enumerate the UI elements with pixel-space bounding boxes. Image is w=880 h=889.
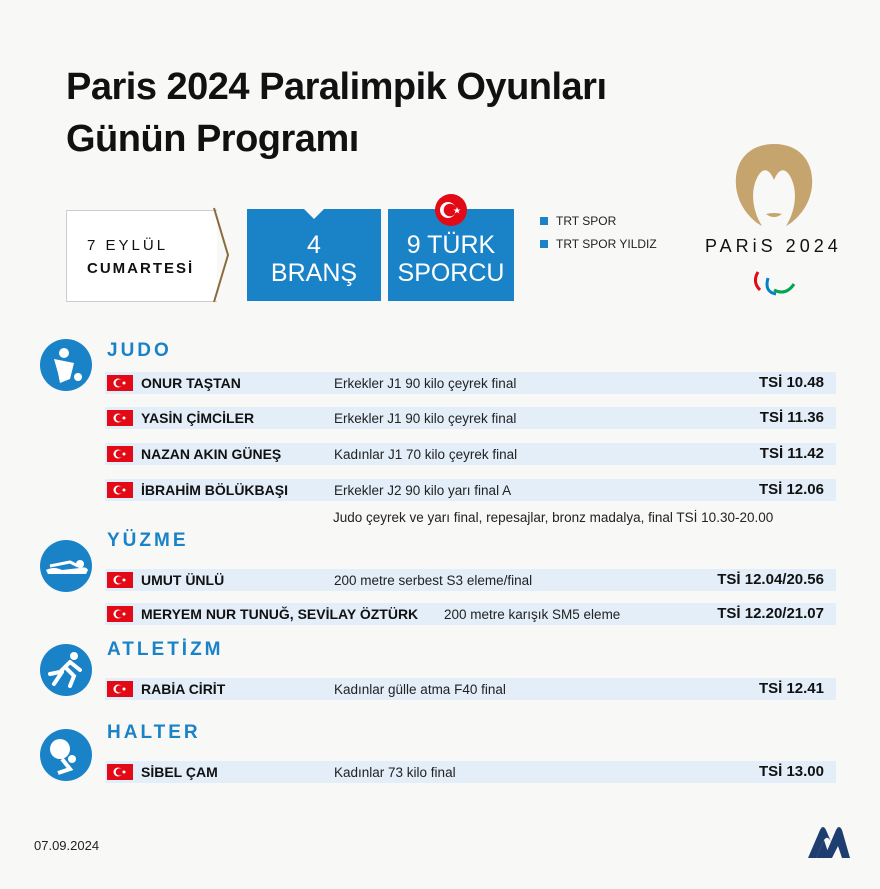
paris-2024-emblem-icon xyxy=(728,140,820,232)
footer-date: 07.09.2024 xyxy=(34,838,100,853)
turkey-flag-icon xyxy=(107,681,133,697)
schedule-row xyxy=(105,761,836,783)
athlete-name: UMUT ÜNLÜ xyxy=(141,572,225,588)
title-line-1: Paris 2024 Paralimpik Oyunları xyxy=(66,66,607,108)
schedule-row xyxy=(105,372,836,394)
event-name: 200 metre karışık SM5 eleme xyxy=(444,607,621,622)
athlete-name: RABİA CİRİT xyxy=(141,681,226,697)
event-name: Erkekler J1 90 kilo çeyrek final xyxy=(334,376,517,391)
bullet-icon xyxy=(540,240,548,248)
branches-label: BRANŞ xyxy=(270,259,358,287)
notch-icon xyxy=(304,209,324,219)
weightlifting-icon xyxy=(40,729,92,781)
schedule-row xyxy=(105,678,836,700)
title-line-2: Günün Programı xyxy=(66,118,359,160)
athlete-name: ONUR TAŞTAN xyxy=(141,375,241,391)
event-name: Erkekler J1 90 kilo çeyrek final xyxy=(334,411,517,426)
schedule-row xyxy=(105,479,836,501)
schedule-row xyxy=(105,603,836,625)
event-time: TSİ 12.20/21.07 xyxy=(717,605,824,622)
schedule-row xyxy=(105,569,836,591)
branches-num: 4 xyxy=(307,231,321,259)
event-name: Kadınlar 73 kilo final xyxy=(334,765,456,780)
event-time: TSİ 12.41 xyxy=(758,680,824,697)
paralympic-agitos-icon xyxy=(750,266,800,300)
date-box xyxy=(66,210,217,302)
athletics-icon xyxy=(40,644,92,696)
anadolu-agency-logo-icon xyxy=(806,824,850,860)
event-name: 200 metre serbest S3 eleme/final xyxy=(334,573,533,588)
event-time: TSİ 13.00 xyxy=(758,763,824,780)
section-title: JUDO xyxy=(107,340,172,361)
swimming-icon xyxy=(40,540,92,592)
date-day: 7 EYLÜL xyxy=(87,237,169,254)
section-title: YÜZME xyxy=(107,530,189,551)
turkey-flag-icon xyxy=(107,410,133,426)
branches-box xyxy=(247,209,381,301)
turkey-flag-icon xyxy=(107,375,133,391)
athlete-name: İBRAHİM BÖLÜKBAŞI xyxy=(141,482,288,498)
athlete-name: YASİN ÇİMCİLER xyxy=(141,410,255,426)
turkey-flag-icon xyxy=(107,764,133,780)
chevron-right-icon xyxy=(212,206,232,304)
schedule-row xyxy=(105,407,836,429)
turkey-flag-icon xyxy=(107,606,133,622)
event-name: Erkekler J2 90 kilo yarı final A xyxy=(334,483,512,498)
athlete-name: SİBEL ÇAM xyxy=(141,764,218,780)
section-title: HALTER xyxy=(107,722,201,743)
athlete-name: NAZAN AKIN GÜNEŞ xyxy=(141,446,282,462)
event-time: TSİ 11.42 xyxy=(759,445,824,462)
turkey-flag-icon xyxy=(434,193,468,227)
channel-item xyxy=(540,237,657,251)
judo-icon xyxy=(40,339,92,391)
section-title: ATLETİZM xyxy=(107,639,224,660)
schedule-row xyxy=(105,443,836,465)
turkey-flag-icon xyxy=(107,572,133,588)
event-name: Kadınlar gülle atma F40 final xyxy=(334,682,506,697)
event-time: TSİ 12.06 xyxy=(758,481,824,498)
athletes-num: 9 TÜRK xyxy=(406,231,496,259)
event-time: TSİ 12.04/20.56 xyxy=(717,571,824,588)
event-time: TSİ 10.48 xyxy=(758,374,824,391)
channel-label: TRT SPOR YILDIZ xyxy=(556,237,657,251)
athlete-name: MERYEM NUR TUNUĞ, SEVİLAY ÖZTÜRK xyxy=(141,606,419,622)
section-note: Judo çeyrek ve yarı final, repesajlar, bronz madalya, final TSİ 10.30-20.00 xyxy=(333,510,774,525)
event-time: TSİ 11.36 xyxy=(759,409,824,426)
turkey-flag-icon xyxy=(107,446,133,462)
paris-2024-logo-text: PARiS 2024 xyxy=(705,236,842,256)
athletes-label: SPORCU xyxy=(397,259,505,287)
bullet-icon xyxy=(540,217,548,225)
date-weekday: CUMARTESİ xyxy=(87,260,195,277)
channel-item xyxy=(540,214,616,228)
turkey-flag-icon xyxy=(107,482,133,498)
event-name: Kadınlar J1 70 kilo çeyrek final xyxy=(334,447,518,462)
channel-label: TRT SPOR xyxy=(556,214,617,228)
